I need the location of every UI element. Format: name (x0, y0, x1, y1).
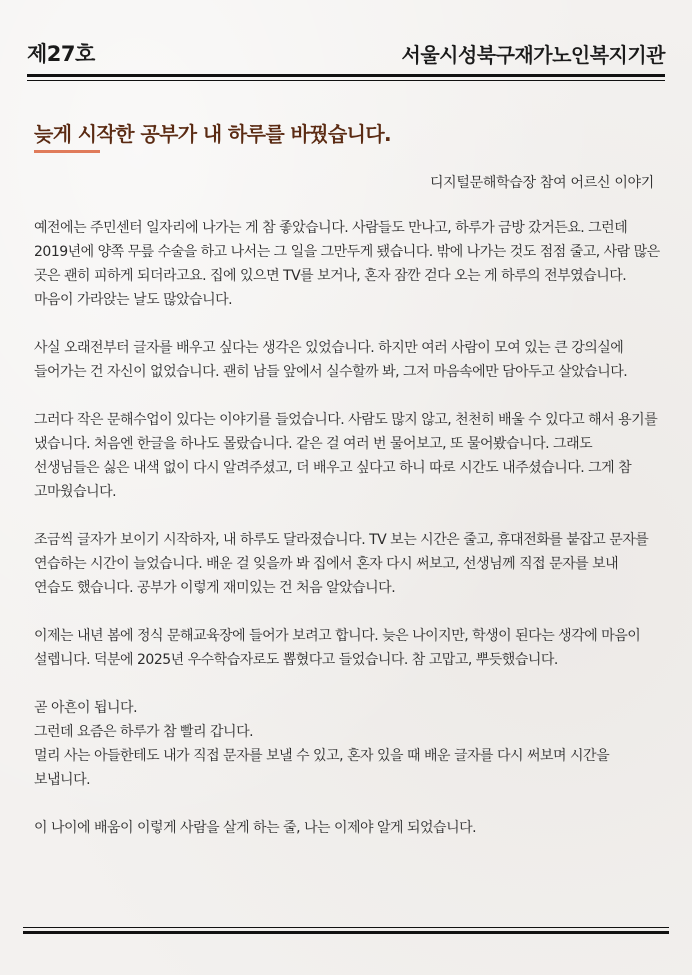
article-paragraph: 사실 오래전부터 글자를 배우고 싶다는 생각은 있었습니다. 하지만 여러 사람이 모여 있는 큰 강의실에 들어가는 건 자신이 없었습니다. 괜히 남들 앞에서 실수할까 봐, 그저 마음속에만 담아두고 살았습니다. (34, 340, 628, 380)
header-divider-thick (27, 74, 665, 77)
issue-number: 제27호 (27, 42, 95, 66)
header-divider-thin (27, 80, 665, 81)
article-paragraph: 곧 아흔이 됩니다. 그런데 요즘은 하루가 참 빨리 갑니다. 멀리 사는 아들한테도 내가 직접 문자를 보낼 수 있고, 혼자 있을 때 배운 글자를 다시 써보며 시간을 보냅니다. (34, 700, 610, 788)
article-paragraph: 예전에는 주민센터 일자리에 나가는 게 참 좋았습니다. 사람들도 만나고, 하루가 금방 갔거든요. 그런데 2019년에 양쪽 무릎 수술을 하고 나서는 그 일을 그만두게 됐습니다. 밖에 나가는 것도 점점 줄고, 사람 많은 곳은 괜히 피하게 되더라고요. 집에 있으면 TV를 보거나, 혼자 잠깐 걷다 오는 게 하루의 전부였습니다. 마음이 가라앉는 날도 많았습니다. (34, 220, 660, 308)
page-header (27, 36, 665, 70)
article-paragraph: 조금씩 글자가 보이기 시작하자, 내 하루도 달라졌습니다. TV 보는 시간은 줄고, 휴대전화를 붙잡고 문자를 연습하는 시간이 늘었습니다. 배운 걸 잊을까 봐 집에서 혼자 다시 써보고, 선생님께 직접 문자를 보내 연습도 했습니다. 공부가 이렇게 재미있는 건 처음 알았습니다. (34, 532, 649, 596)
footer-divider-thick (23, 931, 669, 934)
article-title: 늦게 시작한 공부가 내 하루를 바꿨습니다. (34, 122, 392, 146)
title-accent-underline (34, 150, 100, 153)
article-paragraph: 이제는 내년 봄에 정식 문해교육장에 들어가 보려고 합니다. 늦은 나이지만, 학생이 된다는 생각에 마음이 설렙니다. 덕분에 2025년 우수학습자로도 뽑혔다고 들었습니다. 참 고맙고, 뿌듯했습니다. (34, 628, 641, 668)
article-paragraph: 이 나이에 배움이 이렇게 사람을 살게 하는 줄, 나는 이제야 알게 되었습니다. (34, 820, 477, 836)
footer-divider-thin (23, 927, 669, 928)
article-paragraph: 그러다 작은 문해수업이 있다는 이야기를 들었습니다. 사람도 많지 않고, 천천히 배울 수 있다고 해서 용기를 냈습니다. 처음엔 한글을 하나도 몰랐습니다. 같은 걸 여러 번 물어보고, 또 물어봤습니다. 그래도 선생님들은 싫은 내색 없이 다시 알려주셨고, 더 배우고 싶다고 하니 따로 시간도 내주셨습니다. 그게 참 고마웠습니다. (34, 412, 658, 500)
article-body (34, 216, 660, 864)
organization-name: 서울시성북구재가노인복지기관 (401, 42, 665, 67)
article-subtitle: 디지털문해학습장 참여 어르신 이야기 (429, 175, 654, 191)
